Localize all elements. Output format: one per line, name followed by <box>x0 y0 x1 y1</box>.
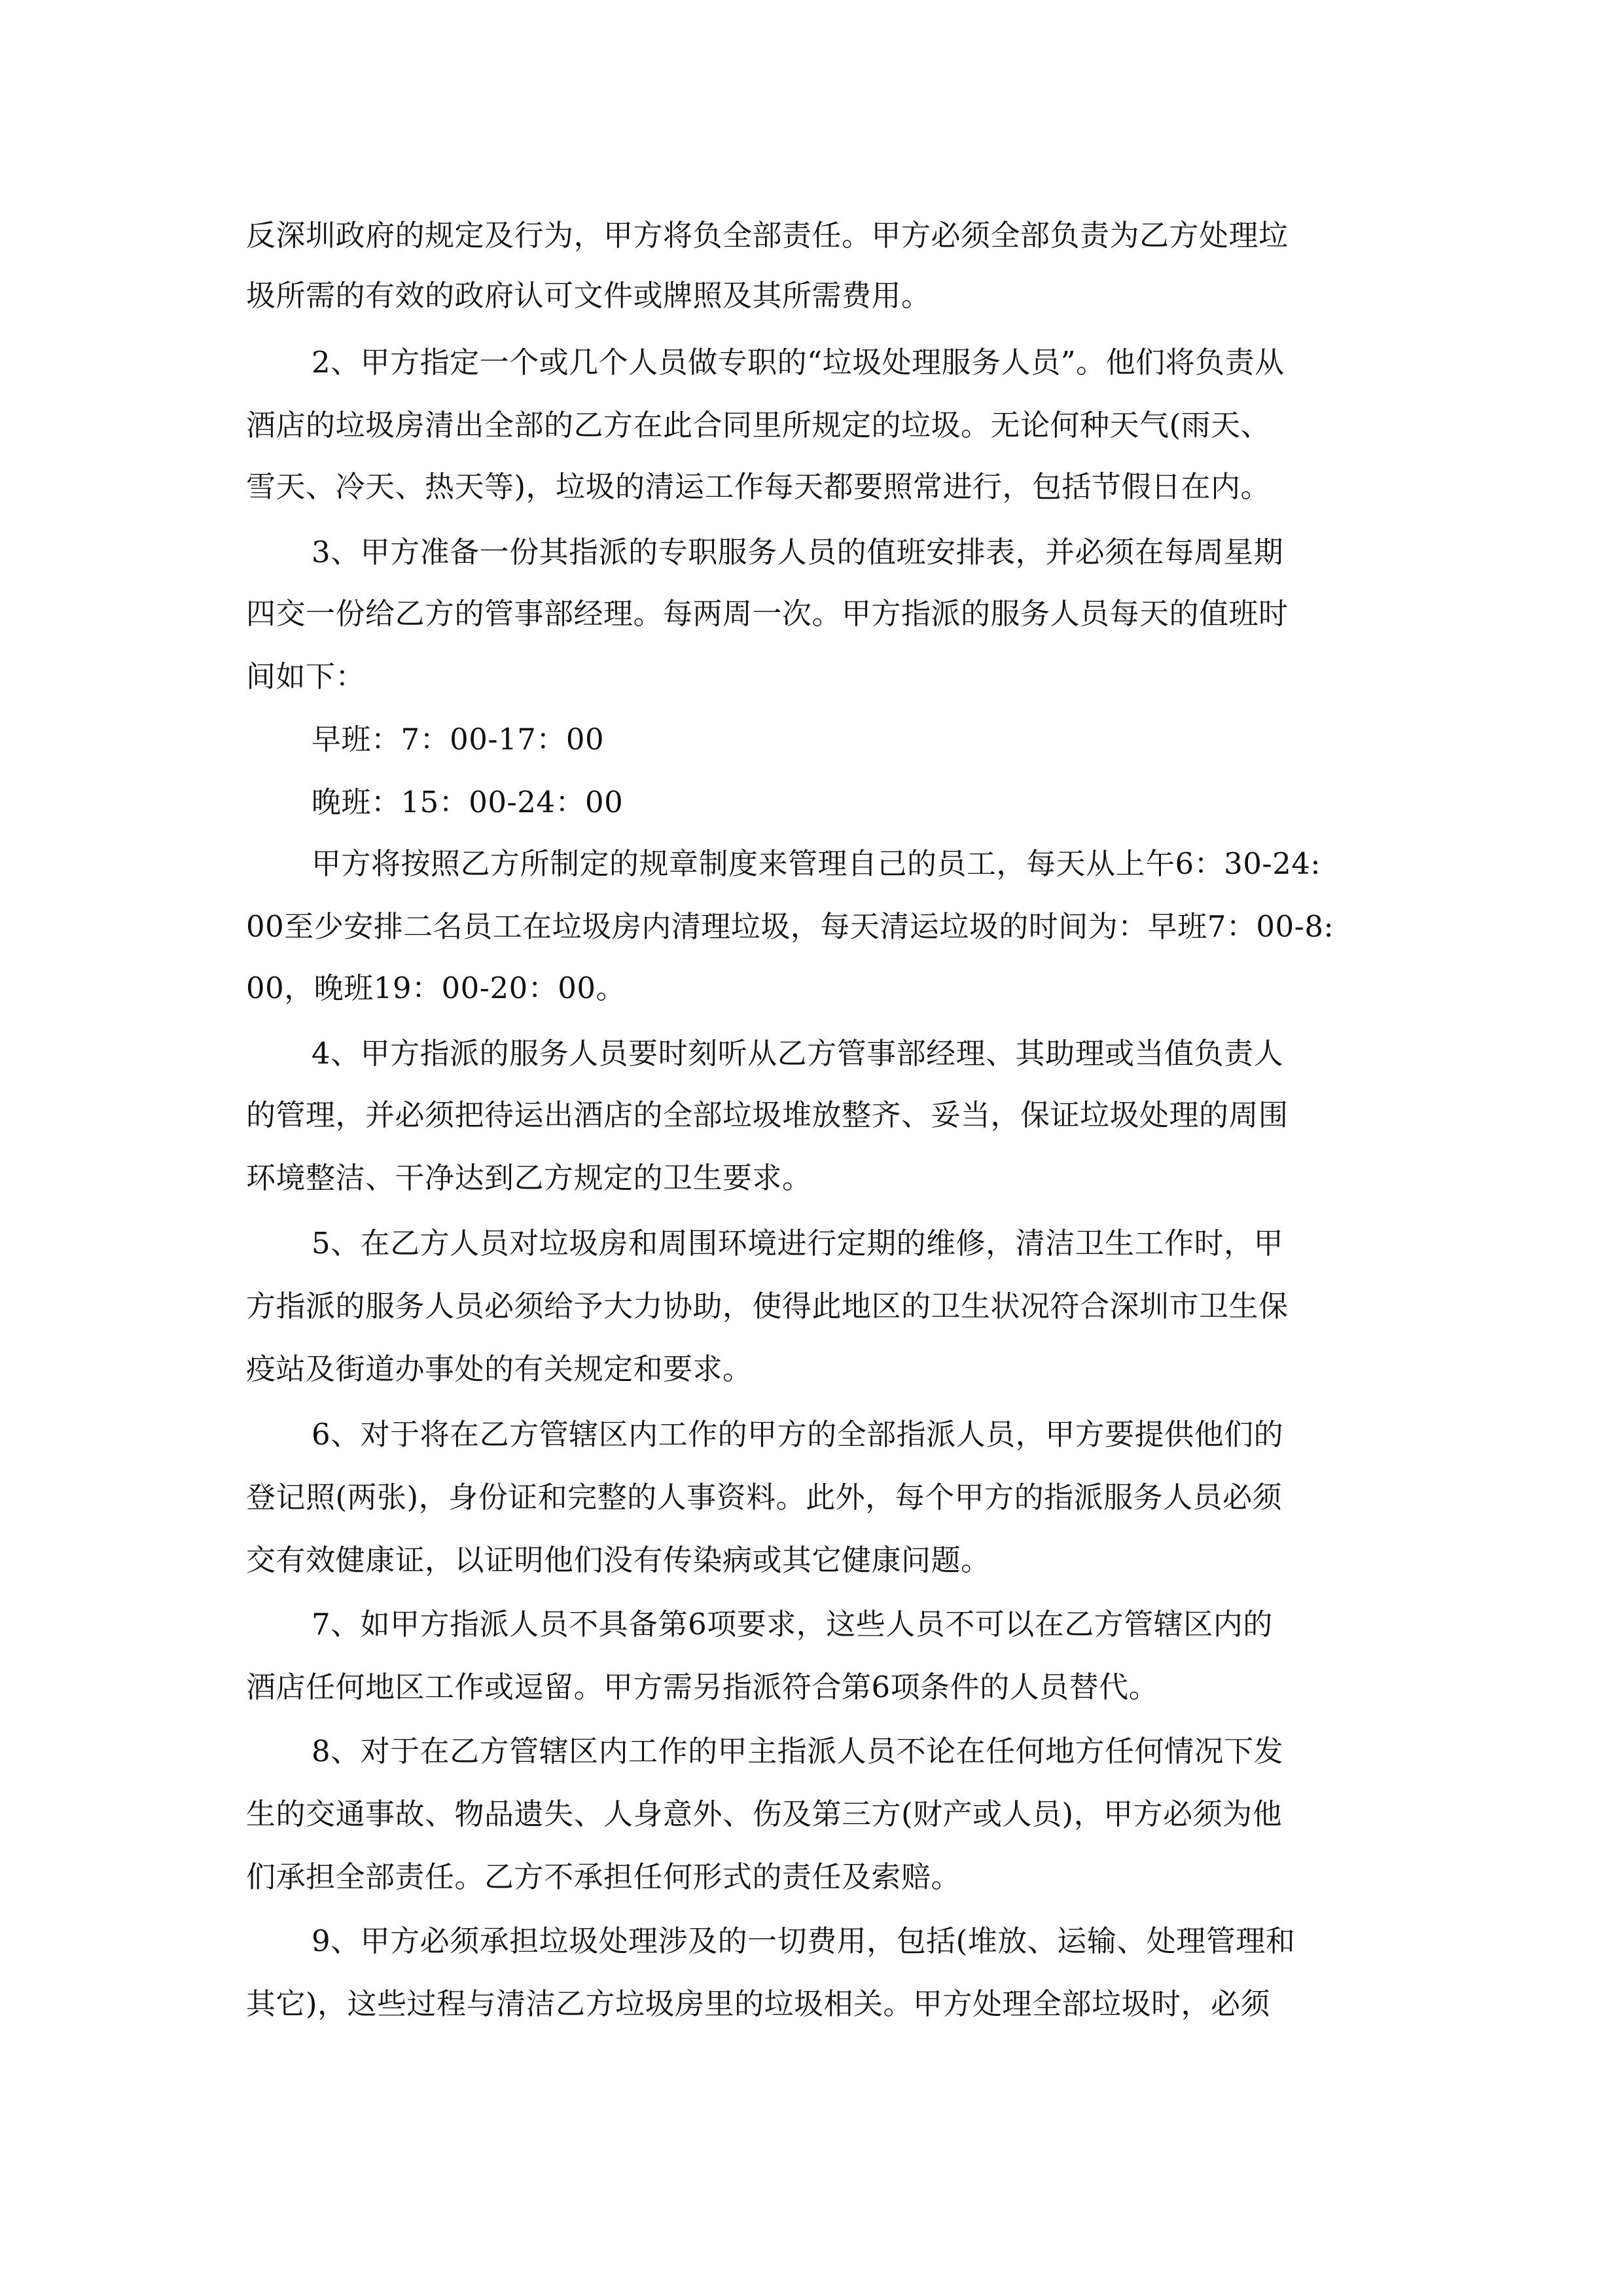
paragraph-2-start: 2、甲方指定一个或几个人员做专职的“垃圾处理服务人员”。他们将负责从 <box>312 345 1285 380</box>
text-line: 甲方将按照乙方所制定的规章制度来管理自己的员工，每天从上午6：30-24: <box>312 846 1321 881</box>
text-line: 间如下： <box>246 659 366 694</box>
text-line: 们承担全部责任。乙方不承担任何形式的责任及索赔。 <box>246 1859 961 1894</box>
text-line: 雪天、冷天、热天等)，垃圾的清运工作每天都要照常进行，包括节假日在内。 <box>246 469 1271 504</box>
text-line: 酒店的垃圾房清出全部的乙方在此合同里所规定的垃圾。无论何种天气(雨天、 <box>246 408 1271 442</box>
text-line: 00至少安排二名员工在垃圾房内清理垃圾，每天清运垃圾的时间为：早班7：00-8: <box>246 909 1334 944</box>
text-line: 方指派的服务人员必须给予大力协助，使得此地区的卫生状况符合深圳市卫生保 <box>246 1289 1289 1323</box>
text-line: 疫站及街道办事处的有关规定和要求。 <box>246 1352 753 1386</box>
paragraph-6-start: 6、对于将在乙方管辖区内工作的甲方的全部指派人员，甲方要提供他们的 <box>312 1417 1284 1452</box>
paragraph-8-start: 8、对于在乙方管辖区内工作的甲主指派人员不论在任何地方任何情况下发 <box>312 1734 1284 1768</box>
paragraph-7-start: 7、如甲方指派人员不具备第6项要求，这些人员不可以在乙方管辖区内的 <box>312 1607 1273 1641</box>
text-line: 00，晚班19：00-20：00。 <box>246 971 626 1005</box>
paragraph-4-start: 4、甲方指派的服务人员要时刻听从乙方管事部经理、其助理或当值负责人 <box>312 1036 1284 1071</box>
text-line: 的管理，并必须把待运出酒店的全部垃圾堆放整齐、妥当，保证垃圾处理的周围 <box>246 1098 1289 1132</box>
text-line: 生的交通事故、物品遗失、人身意外、伤及第三方(财产或人员)，甲方必须为他 <box>246 1797 1283 1831</box>
evening-shift: 晚班：15：00-24：00 <box>312 785 624 819</box>
paragraph-5-start: 5、在乙方人员对垃圾房和周围环境进行定期的维修，清洁卫生工作时，甲 <box>312 1226 1284 1261</box>
text-line: 其它)，这些过程与清洁乙方垃圾房里的垃圾相关。甲方处理全部垃圾时，必须 <box>246 1986 1271 2021</box>
text-line: 酒店任何地区工作或逗留。甲方需另指派符合第6项条件的人员替代。 <box>246 1670 1159 1704</box>
text-line: 环境整洁、干净达到乙方规定的卫生要求。 <box>246 1160 812 1195</box>
text-line: 反深圳政府的规定及行为，甲方将负全部责任。甲方必须全部负责为乙方处理垃 <box>246 218 1289 253</box>
paragraph-9-start: 9、甲方必须承担垃圾处理涉及的一切费用，包括(堆放、运输、处理管理和 <box>312 1924 1296 1958</box>
text-line: 登记照(两张)，身份证和完整的人事资料。此外，每个甲方的指派服务人员必须 <box>246 1480 1283 1515</box>
morning-shift: 早班：7：00-17：00 <box>312 722 605 757</box>
text-line: 圾所需的有效的政府认可文件或牌照及其所需费用。 <box>246 278 931 313</box>
text-line: 四交一份给乙方的管事部经理。每两周一次。甲方指派的服务人员每天的值班时 <box>246 596 1289 631</box>
paragraph-3-start: 3、甲方准备一份其指派的专职服务人员的值班安排表，并必须在每周星期 <box>312 535 1284 569</box>
text-line: 交有效健康证，以证明他们没有传染病或其它健康问题。 <box>246 1543 991 1577</box>
